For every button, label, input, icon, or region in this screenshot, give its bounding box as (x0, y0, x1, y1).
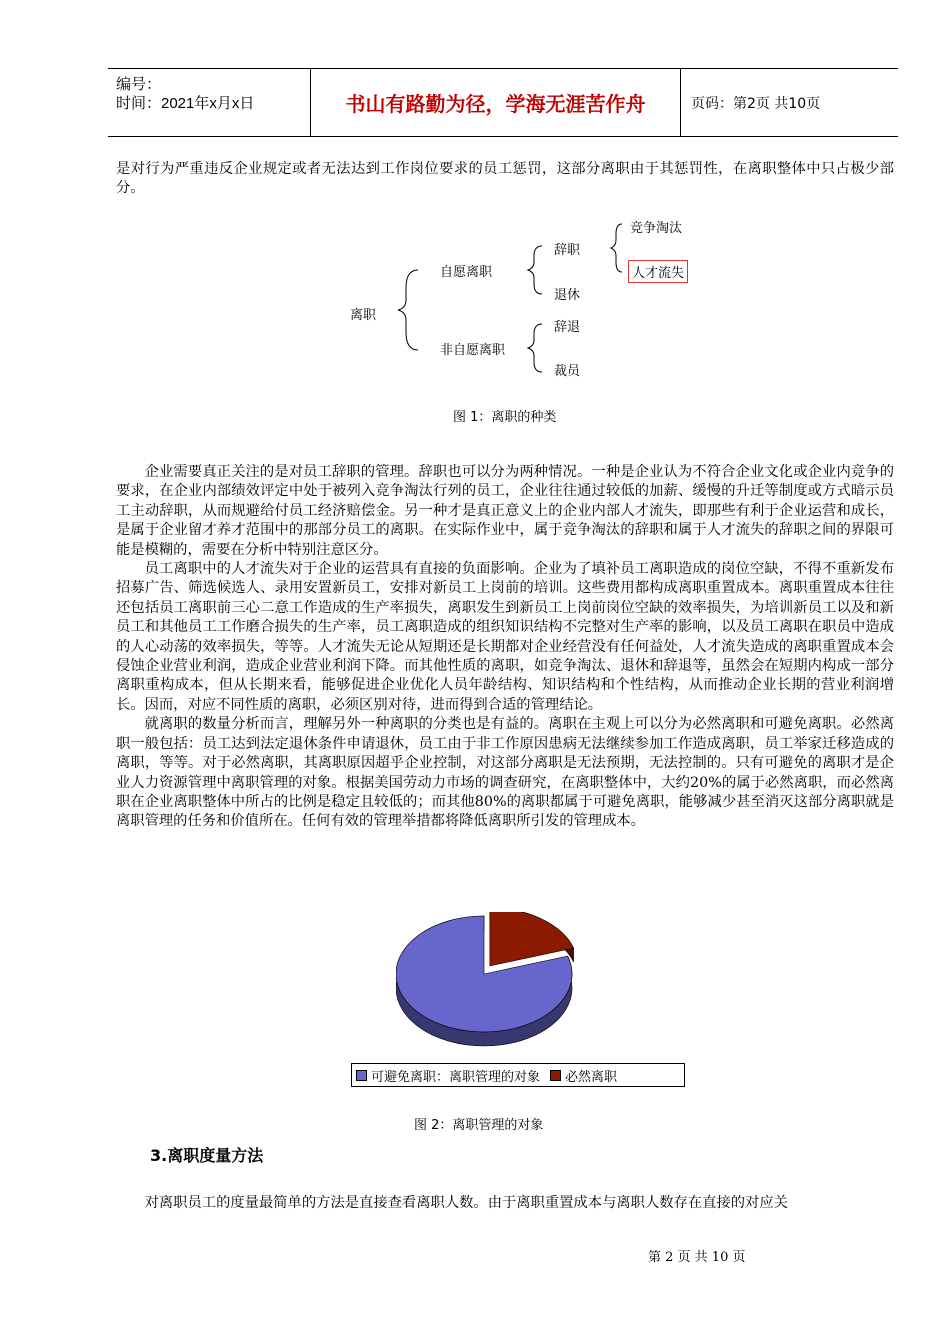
diagram-node-separation: 离职 (350, 308, 377, 323)
diagram-node-layoff: 裁员 (554, 364, 581, 379)
legend-swatch-inevitable (550, 1070, 561, 1081)
diagram-node-retire: 退休 (554, 288, 581, 303)
legend-label-avoidable: 可避免离职：离职管理的对象 (371, 1069, 541, 1085)
figure-2-caption: 图 2：离职管理的对象 (414, 1118, 544, 1133)
intro-paragraph-block (116, 160, 894, 199)
header-page-info: 页码：第2页 共10页 (691, 95, 821, 112)
pie-chart (396, 912, 596, 1062)
page-header (108, 68, 898, 137)
diagram-node-involuntary: 非自愿离职 (440, 343, 506, 358)
legend-label-inevitable: 必然离职 (565, 1069, 618, 1085)
separation-types-diagram (340, 208, 720, 428)
pie-chart-svg (396, 912, 596, 1062)
pie-legend (351, 1063, 685, 1087)
body-paragraph: 企业需要真正关注的是对员工辞职的管理。辞职也可以分为两种情况。一种是企业认为不符合企业文化或企业内竞争的要求，在企业内部绩效评定中处于被列入竞争淘汰行列的员工，企业往往通过较低的加薪、缓慢的升迁等制度或方式暗示员工主动辞职，从而规避给付员工经济赔偿金。另一种才是真正意义上的企业内部人才流失，即那些有利于企业运营和成长，是属于企业留才养才范围中的那部分员工的离职。在实际作业中，属于竞争淘汰的辞职和属于人才流失的辞职之间的界限可能是模糊的，需要在分析中特别注意区分。 (116, 464, 894, 558)
diagram-node-competition: 竞争淘汰 (630, 221, 683, 236)
diagram-node-talent-loss: 人才流失 (628, 260, 688, 283)
section-heading: 3.离职度量方法 (150, 1146, 264, 1165)
diagram-braces (340, 208, 720, 408)
header-motto: 书山有路勤为径，学海无涯苦作舟 (311, 69, 681, 136)
body-paragraph: 对离职员工的度量最简单的方法是直接查看离职人数。由于离职重置成本与离职人数存在直接的对应关 (144, 1195, 788, 1211)
page-footer: 第 2 页 共 10 页 (648, 1250, 746, 1265)
diagram-node-resign: 辞职 (554, 243, 581, 258)
body-paragraph: 是对行为严重违反企业规定或者无法达到工作岗位要求的员工惩罚，这部分离职由于其惩罚性，在离职整体中只占极少部分。 (116, 161, 894, 197)
header-meta (108, 69, 311, 136)
document-number-label: 编号： (116, 76, 162, 93)
body-paragraph: 就离职的数量分析而言，理解另外一种离职的分类也是有益的。离职在主观上可以分为必然离职和可避免离职。必然离职一般包括：员工达到法定退休条件申请退休，员工由于非工作原因患病无法继续参加工作造成离职，员工举家迁移造成的离职，等等。对于必然离职，其离职原因超乎企业控制，对这部分离职是无法预期，无法控制的。只有可避免的离职才是企业人力资源管理中离职管理的对象。根据美国劳动力市场的调查研究，在离职整体中，大约20%的属于必然离职，而必然离职在企业离职整体中所占的比例是稳定且较低的；而其他80%的离职都属于可避免离职，能够减少甚至消灭这部分离职就是离职管理的任务和价值所在。任何有效的管理举措都将降低离职所引发的管理成本。 (116, 716, 894, 830)
diagram-node-voluntary: 自愿离职 (440, 265, 493, 280)
document-time-label: 时间：2021年x月x日 (116, 95, 255, 112)
body-paragraph: 员工离职中的人才流失对于企业的运营具有直接的负面影响。企业为了填补员工离职造成的岗位空缺，不得不重新发布招募广告、筛选候选人、录用安置新员工，安排对新员工上岗前的培训。这些费用都构成离职重置成本。离职重置成本往往还包括员工离职前三心二意工作造成的生产率损失，离职发生到新员工上岗前岗位空缺的效率损失，为培训新员工以及和新员工和其他员工工作磨合损失的生产率，员工离职造成的组织知识结构不完整对生产率的影响，以及员工离职在职员中造成的人心动荡的效率损失，等等。人才流失无论从短期还是长期都对企业经营没有任何益处，人才流失造成的离职重置成本会侵蚀企业营业利润，造成企业营业利润下降。而其他性质的离职，如竞争淘汰、退休和辞退等，虽然会在短期内构成一部分离职重构成本，但从长期来看，能够促进企业优化人员年龄结构、知识结构和个性结构，从而推动企业长期的营业利润增长。因而，对应不同性质的离职，必须区别对待，进而得到合适的管理结论。 (116, 561, 894, 713)
figure-1-caption: 图 1：离职的种类 (453, 410, 557, 425)
main-paragraph-block (116, 463, 894, 832)
diagram-node-dismiss: 辞退 (554, 320, 581, 335)
legend-swatch-avoidable (356, 1070, 367, 1081)
section-paragraph-block (116, 1194, 894, 1213)
